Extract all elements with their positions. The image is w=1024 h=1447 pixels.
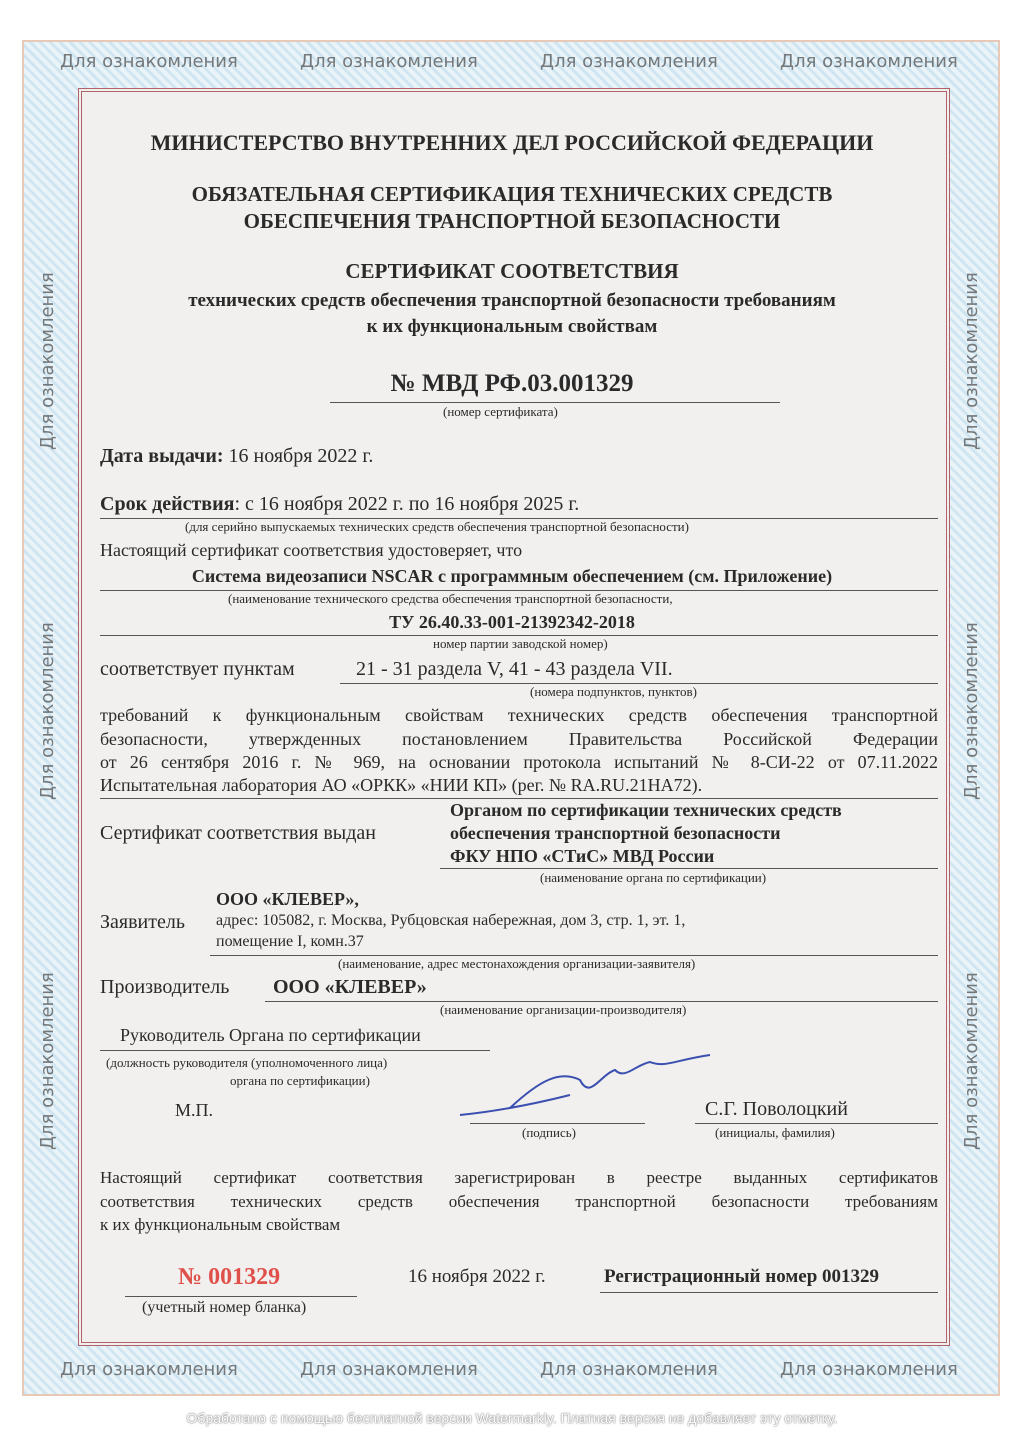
signature [450, 1040, 730, 1120]
watermark: Для ознакомления [37, 622, 58, 800]
watermark: Для ознакомления [60, 51, 238, 72]
product-tu: ТУ 26.40.33-001-21392342-2018 [389, 612, 635, 632]
certificate-title: СЕРТИФИКАТ СООТВЕТСТВИЯ [345, 259, 679, 283]
registry-line: к их функциональным свойствам [100, 1215, 341, 1234]
watermark: Для ознакомления [300, 51, 478, 72]
ministry-heading: МИНИСТЕРСТВО ВНУТРЕННИХ ДЕЛ РОССИЙСКОЙ ФЕДЕРАЦИИ [150, 130, 874, 155]
watermark: Для ознакомления [961, 622, 982, 800]
paragraph-line: Испытательная лаборатория АО «ОРКК» «НИИ КП» (рег. № RA.RU.21НА72). [100, 775, 703, 795]
manufacturer-caption: (наименование организации-производителя) [440, 1002, 687, 1017]
certificate-subtitle-1: технических средств обеспечения транспортной безопасности требованиям [188, 290, 836, 311]
watermark: Для ознакомления [300, 1359, 478, 1380]
cert-type-line1: ОБЯЗАТЕЛЬНАЯ СЕРТИФИКАЦИЯ ТЕХНИЧЕСКИХ СРЕДСТВ [191, 182, 833, 206]
blank-number: № 001329 [178, 1264, 281, 1290]
position-caption-2: органа по сертификации) [230, 1073, 370, 1088]
issue-date-label: Дата выдачи: [100, 445, 224, 467]
product-caption: (наименование технического средства обеспечения транспортной безопасности, [228, 591, 673, 606]
product-tu-caption: номер партии заводской номер) [433, 636, 608, 651]
position-caption: (должность руководителя (уполномоченного лица) [106, 1055, 388, 1070]
signatory-name: С.Г. Поволоцкий [705, 1098, 848, 1120]
issue-date-value: 16 ноября 2022 г. [228, 445, 374, 467]
applicant-address-2: помещение I, комн.37 [216, 933, 364, 950]
compliance-label: соответствует пунктам [100, 658, 295, 680]
product-name: Система видеозаписи NSCAR с программным обеспечением (см. Приложение) [191, 566, 833, 586]
watermark: Для ознакомления [780, 51, 958, 72]
cert-type-line2: ОБЕСПЕЧЕНИЯ ТРАНСПОРТНОЙ БЕЗОПАСНОСТИ [243, 209, 781, 233]
watermark: Для ознакомления [60, 1359, 238, 1380]
validity-caption: (для серийно выпускаемых технических средств обеспечения транспортной безопасности) [185, 519, 689, 534]
watermark: Для ознакомления [961, 972, 982, 1150]
registration-number: Регистрационный номер 001329 [604, 1266, 880, 1287]
issuing-body-line: Органом по сертификации технических средств [450, 800, 842, 820]
watermark: Для ознакомления [37, 272, 58, 450]
issued-by-label: Сертификат соответствия выдан [100, 822, 376, 844]
watermark: Для ознакомления [540, 1359, 718, 1380]
issuing-body-line: ФКУ НПО «СТиС» МВД России [450, 846, 715, 866]
watermark: Для ознакомления [780, 1359, 958, 1380]
stamp-placeholder: М.П. [175, 1100, 214, 1120]
applicant-label: Заявитель [100, 911, 185, 933]
applicant-address: адрес: 105082, г. Москва, Рубцовская набережная, дом 3, стр. 1, эт. 1, [216, 912, 686, 929]
blank-number-caption: (учетный номер бланка) [142, 1299, 307, 1316]
paragraph-line: требований к функциональным свойствам технических средств обеспечения транспортной [100, 705, 938, 725]
certificate-number-caption: (номер сертификата) [443, 404, 558, 419]
issued-by-caption: (наименование органа по сертификации) [540, 870, 767, 885]
signatory-position: Руководитель Органа по сертификации [120, 1025, 421, 1045]
applicant-caption: (наименование, адрес местонахождения организации-заявителя) [338, 956, 696, 971]
applicant-name: ООО «КЛЕВЕР», [216, 889, 359, 909]
watermark: Для ознакомления [37, 972, 58, 1150]
signatory-name-caption: (инициалы, фамилия) [715, 1125, 835, 1140]
validity-value: : с 16 ноября 2022 г. по 16 ноября 2025 г. [234, 493, 580, 515]
certificate-subtitle-2: к их функциональным свойствам [366, 316, 658, 337]
certificate-number: № МВД РФ.03.001329 [390, 370, 634, 397]
certifies-text: Настоящий сертификат соответствия удостоверяет, что [100, 540, 523, 560]
paragraph-line: от 26 сентября 2016 г. № 969, на основании протокола испытаний № 8-СИ-22 от 07.11.2022 [100, 752, 938, 772]
paragraph-line: безопасности, утвержденных постановлением Правительства Российской Федерации [100, 729, 938, 749]
registry-line: Настоящий сертификат соответствия зарегистрирован в реестре выданных сертификатов [100, 1168, 938, 1187]
registry-line: соответствия технических средств обеспечения транспортной безопасности требованиям [100, 1192, 938, 1211]
watermark: Для ознакомления [540, 51, 718, 72]
manufacturer-name: ООО «КЛЕВЕР» [273, 976, 427, 998]
compliance-value: 21 - 31 раздела V, 41 - 43 раздела VII. [356, 658, 673, 680]
validity-label: Срок действия [100, 493, 235, 515]
manufacturer-label: Производитель [100, 976, 230, 998]
watermark-tool-notice: Обработано с помощью бесплатной версии Watermarkly. Платная версия не добавляет эту отметку. [186, 1410, 838, 1426]
issuing-body-line: обеспечения транспортной безопасности [450, 823, 781, 843]
compliance-caption: (номера подпунктов, пунктов) [530, 684, 697, 699]
watermark: Для ознакомления [961, 272, 982, 450]
registration-date: 16 ноября 2022 г. [408, 1266, 546, 1287]
signature-caption: (подпись) [522, 1125, 576, 1140]
